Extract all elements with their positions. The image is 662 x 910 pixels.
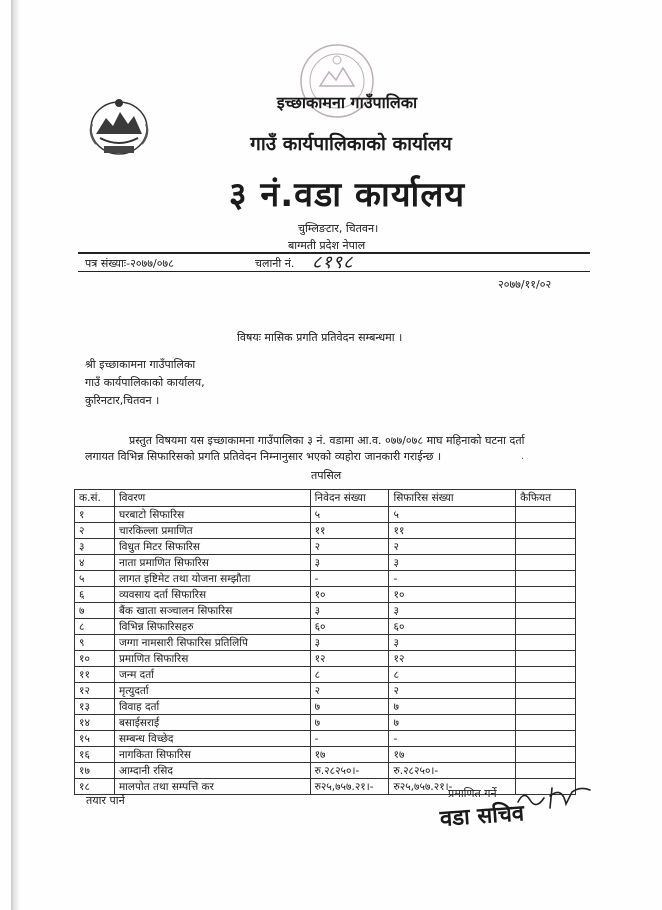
dispatch-number: ८१९८ xyxy=(312,252,354,273)
body-line-1: प्रस्तुत विषयमा यस इच्छाकामना गाउँपालिका ३ नं. वडामा आ.व. ०७७/०७८ माघ महिनाको घटना दर्ता xyxy=(129,434,525,447)
table-row xyxy=(75,603,576,619)
addressee-line-3: कुरिनटार,चितवन । xyxy=(85,394,160,407)
table-row xyxy=(75,683,576,699)
table-row xyxy=(75,731,576,747)
cell-recommendations: ८ xyxy=(389,667,516,683)
cell-remarks xyxy=(516,523,576,539)
cell-description: मृत्युदर्ता xyxy=(114,683,310,699)
cell-remarks xyxy=(516,651,576,667)
cell-description: आम्दानी रसिद xyxy=(114,763,310,779)
cell-remarks xyxy=(516,555,576,571)
cell-recommendations: ६० xyxy=(389,619,516,635)
body-line-2: लगायत विभिन्न सिफारिसको प्रगति प्रतिवेदन निम्नानुसार भएको व्यहोरा जानकारी गराईन्छ । xyxy=(85,450,442,463)
header-description: विवरण xyxy=(114,490,310,507)
cell-serial: ३ xyxy=(75,539,115,555)
cell-description: जग्गा नामसारी सिफारिस प्रतिलिपि xyxy=(114,635,310,651)
cell-serial: १७ xyxy=(75,763,115,779)
cell-applications: १७ xyxy=(310,747,389,763)
cell-remarks xyxy=(516,507,576,523)
cell-recommendations: ११ xyxy=(389,523,516,539)
cell-applications: २ xyxy=(310,539,389,555)
cell-applications: ३ xyxy=(310,635,389,651)
cell-description: विभिन्न सिफारिसहरु xyxy=(114,619,310,635)
cell-recommendations: २ xyxy=(389,539,516,555)
cell-serial: २ xyxy=(75,523,115,539)
cell-recommendations: १० xyxy=(389,587,516,603)
table-row xyxy=(75,667,576,683)
letter-subject: विषयः मासिक प्रगति प्रतिवेदन सम्बन्धमा । xyxy=(237,331,403,344)
cell-remarks xyxy=(516,715,576,731)
cell-remarks xyxy=(516,571,576,587)
cell-remarks xyxy=(516,619,576,635)
cell-description: बसाईसराई xyxy=(114,715,310,731)
cell-recommendations: ५ xyxy=(389,507,516,523)
cell-applications: ११ xyxy=(310,523,389,539)
cell-applications: १० xyxy=(310,587,389,603)
cell-description: मालपोत तथा सम्पत्ति कर xyxy=(114,779,310,795)
cell-description: बैंक खाता सञ्चालन सिफारिस xyxy=(114,603,310,619)
cell-applications: २ xyxy=(310,683,389,699)
addressee-line-2: गाउँ कार्यपालिकाको कार्यालय, xyxy=(85,376,205,389)
cell-applications: ७ xyxy=(310,699,389,715)
cell-description: सम्बन्ध विच्छेद xyxy=(114,731,310,747)
cell-applications: ३ xyxy=(310,555,389,571)
cell-serial: ९ xyxy=(75,635,115,651)
stray-mark: . xyxy=(521,451,525,462)
cell-remarks xyxy=(516,747,576,763)
table-body xyxy=(75,507,576,795)
table-header-row xyxy=(75,490,576,507)
cell-applications: ३ xyxy=(310,603,389,619)
cell-serial: १८ xyxy=(75,779,115,795)
cell-serial: १० xyxy=(75,651,115,667)
header-rule-bottom xyxy=(78,271,590,272)
reference-number: पत्र संख्याः-२०७७/०७८ xyxy=(85,257,174,270)
cell-recommendations: रु.२८२५०।- xyxy=(389,763,516,779)
cell-description: प्रमाणित सिफारिस xyxy=(114,651,310,667)
cell-remarks xyxy=(516,539,576,555)
cell-recommendations: ३ xyxy=(389,635,516,651)
cell-description: घरबाटो सिफारिस xyxy=(114,507,310,523)
cell-serial: ४ xyxy=(75,555,115,571)
cell-description: जन्म दर्ता xyxy=(114,667,310,683)
cell-description: व्यवसाय दर्ता सिफारिस xyxy=(114,587,310,603)
office-name: गाउँ कार्यपालिकाको कार्यालय xyxy=(250,133,452,155)
cell-serial: ८ xyxy=(75,619,115,635)
prepared-by-label: तयार पार्ने xyxy=(86,794,125,807)
cell-applications: - xyxy=(310,571,389,587)
table-row xyxy=(75,763,576,779)
cell-recommendations: ७ xyxy=(389,715,516,731)
table-row xyxy=(75,555,576,571)
cell-recommendations: १२ xyxy=(389,651,516,667)
table-row xyxy=(75,747,576,763)
header-recommendations: सिफारिस संख्या xyxy=(389,490,516,507)
letter-date: २०७७/११/०२ xyxy=(498,278,552,291)
ward-office-title: ३ नं.वडा कार्यालय xyxy=(228,175,466,215)
table-row xyxy=(75,539,576,555)
address-line-2: बाग्मती प्रदेश नेपाल xyxy=(288,239,366,252)
cell-applications: रु२५,७५७.२१।- xyxy=(310,779,389,795)
cell-serial: १५ xyxy=(75,731,115,747)
cell-remarks xyxy=(516,763,576,779)
dispatch-label: चलानी नं. xyxy=(255,257,295,270)
cell-recommendations: ३ xyxy=(389,603,516,619)
municipality-name: इच्छाकामना गाउँपालिका xyxy=(276,93,418,112)
cell-description: नागकिता सिफारिस xyxy=(114,747,310,763)
cell-remarks xyxy=(516,587,576,603)
addressee-line-1: श्री इच्छाकामना गाउँपालिका xyxy=(85,358,196,371)
table-row xyxy=(75,571,576,587)
cell-serial: १२ xyxy=(75,683,115,699)
cell-applications: ६० xyxy=(310,619,389,635)
cell-remarks xyxy=(516,731,576,747)
cell-serial: ११ xyxy=(75,667,115,683)
cell-serial: ५ xyxy=(75,571,115,587)
table-row xyxy=(75,507,576,523)
cell-applications: १२ xyxy=(310,651,389,667)
ward-secretary-label: वडा सचिव xyxy=(439,801,525,832)
table-row xyxy=(75,619,576,635)
cell-serial: १४ xyxy=(75,715,115,731)
cell-description: विधुत मिटर सिफारिस xyxy=(114,539,310,555)
cell-serial: १३ xyxy=(75,699,115,715)
certified-by-label: प्रमाणित गर्ने xyxy=(448,787,497,800)
cell-recommendations: - xyxy=(389,571,516,587)
cell-serial: ७ xyxy=(75,603,115,619)
cell-description: विवाह दर्ता xyxy=(114,699,310,715)
cell-remarks xyxy=(516,603,576,619)
cell-recommendations: ३ xyxy=(389,555,516,571)
cell-recommendations: ७ xyxy=(389,699,516,715)
cell-description: नाता प्रमाणित सिफारिस xyxy=(114,555,310,571)
cell-recommendations: - xyxy=(389,731,516,747)
cell-serial: १ xyxy=(75,507,115,523)
cell-recommendations: २ xyxy=(389,683,516,699)
cell-applications: ७ xyxy=(310,715,389,731)
table-row xyxy=(75,699,576,715)
cell-recommendations: रु२५,७५७.२१।- xyxy=(389,779,516,795)
cell-recommendations: १७ xyxy=(389,747,516,763)
cell-serial: ६ xyxy=(75,587,115,603)
cell-remarks xyxy=(516,635,576,651)
cell-description: चारकिल्ला प्रमाणित xyxy=(114,523,310,539)
table-row xyxy=(75,715,576,731)
cell-remarks xyxy=(516,699,576,715)
table-row xyxy=(75,651,576,667)
header-applications: निवेदन संख्या xyxy=(310,490,389,507)
cell-applications: रु.२८२५०।- xyxy=(310,763,389,779)
table-row xyxy=(75,779,576,795)
handwritten-signature-icon xyxy=(514,782,594,814)
cell-remarks xyxy=(516,667,576,683)
table-row xyxy=(75,587,576,603)
header-serial: क.सं. xyxy=(75,490,115,507)
progress-report-table xyxy=(74,489,576,795)
header-remarks: कैफियत xyxy=(516,490,576,507)
address-line-1: चुम्लिङटार, चितवन। xyxy=(298,222,379,235)
table-row xyxy=(75,635,576,651)
table-row xyxy=(75,523,576,539)
schedule-heading: तपसिल xyxy=(311,469,342,482)
cell-serial: १६ xyxy=(75,747,115,763)
cell-description: लागत इष्टिमेट तथा योजना सम्झौता xyxy=(114,571,310,587)
cell-remarks xyxy=(516,683,576,699)
cell-applications: ५ xyxy=(310,507,389,523)
cell-applications: ८ xyxy=(310,667,389,683)
cell-applications: - xyxy=(310,731,389,747)
